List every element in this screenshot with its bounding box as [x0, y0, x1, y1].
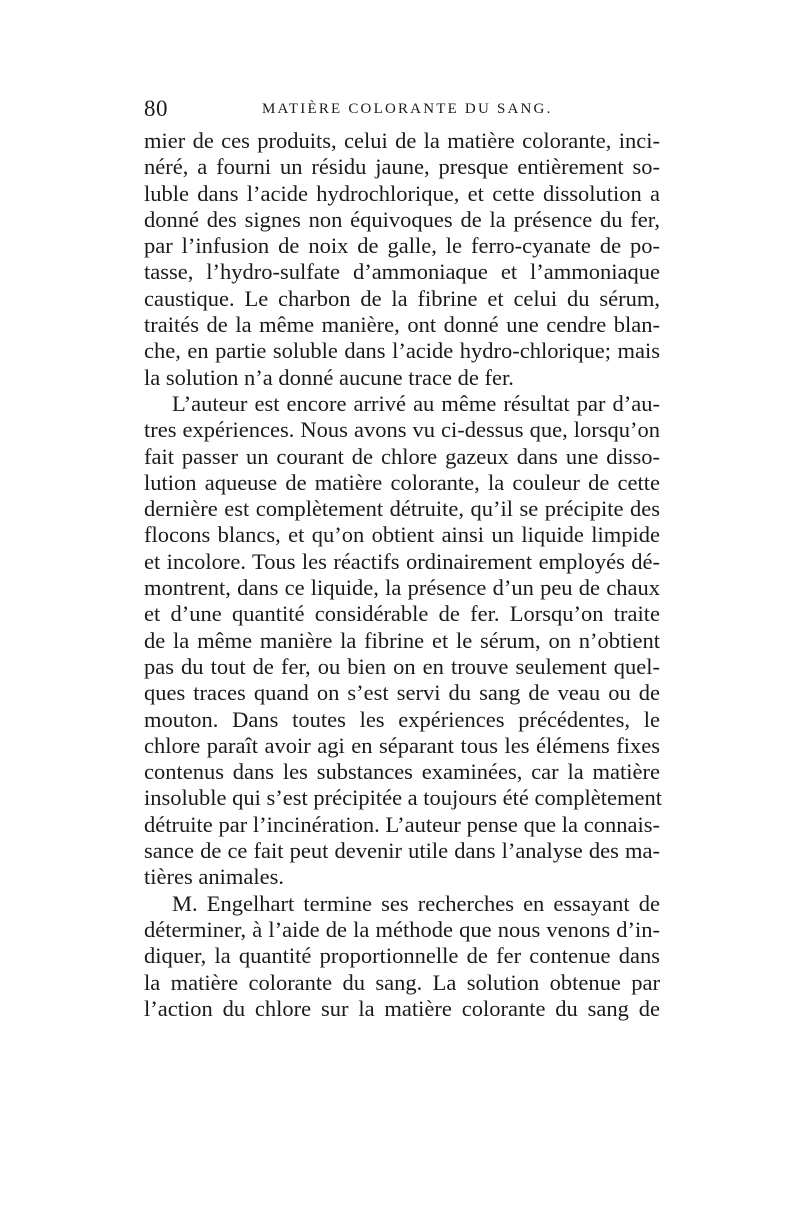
text-line: détruite par l’incinération. L’auteur pense que la connais- [144, 811, 660, 837]
body-text [144, 128, 660, 1022]
text-line: sance de ce fait peut devenir utile dans l’analyse des ma- [144, 838, 660, 864]
text-line: lution aqueuse de matière colorante, la couleur de cette [144, 469, 660, 495]
text-line: ques traces quand on s’est servi du sang de veau ou de [144, 680, 660, 706]
text-line: flocons blancs, et qu’on obtient ainsi un liquide limpide [144, 522, 660, 548]
text-line: pas du tout de fer, ou bien on en trouve seulement quel- [144, 653, 660, 679]
text-line: insoluble qui s’est précipitée a toujours été complètement [144, 785, 662, 811]
text-line: caustique. Le charbon de la fibrine et celui du sérum, [144, 285, 660, 311]
text-line: mouton. Dans toutes les expériences précédentes, le [144, 706, 660, 732]
text-line: M. Engelhart termine ses recherches en essayant de [172, 890, 660, 916]
text-line: l’action du chlore sur la matière colorante du sang de [144, 995, 660, 1021]
text-line: la solution n’a donné aucune trace de fer. [144, 364, 514, 390]
text-line: montrent, dans ce liquide, la présence d’un peu de chaux [144, 575, 660, 601]
text-line: donné des signes non équivoques de la présence du fer, [144, 206, 660, 232]
text-line: tres expériences. Nous avons vu ci-dessus que, lorsqu’on [144, 417, 660, 443]
text-line: luble dans l’acide hydrochlorique, et cette dissolution a [144, 180, 660, 206]
text-line: che, en partie soluble dans l’acide hydro-chlorique; mais [144, 338, 660, 364]
text-line: néré, a fourni un résidu jaune, presque entièrement so- [144, 154, 660, 180]
text-line: mier de ces produits, celui de la matière colorante, inci- [144, 128, 660, 153]
text-line: et incolore. Tous les réactifs ordinairement employés dé- [144, 548, 660, 574]
text-line: et d’une quantité considérable de fer. Lorsqu’on traite [144, 601, 660, 627]
text-line: contenus dans les substances examinées, car la matière [144, 759, 660, 785]
text-line: tières animales. [144, 864, 284, 890]
text-line: dernière est complètement détruite, qu’il se précipite des [144, 496, 660, 522]
text-line: fait passer un courant de chlore gazeux dans une disso- [144, 443, 660, 469]
text-line: traités de la même manière, ont donné une cendre blan- [144, 312, 660, 338]
text-line: de la même manière la fibrine et le sérum, on n’obtient [144, 627, 660, 653]
text-line: déterminer, à l’aide de la méthode que nous venons d’in- [144, 916, 660, 942]
text-line: par l’infusion de noix de galle, le ferro-cyanate de po- [144, 233, 660, 259]
text-line: la matière colorante du sang. La solution obtenue par [144, 969, 660, 995]
text-line: L’auteur est encore arrivé au même résultat par d’au- [172, 390, 660, 416]
text-line: tasse, l’hydro-sulfate d’ammoniaque et l’ammoniaque [144, 259, 660, 285]
page-number: 80 [144, 96, 168, 121]
running-title: MATIÈRE COLORANTE DU SANG. [262, 101, 553, 117]
page-header [144, 96, 660, 126]
text-line: chlore paraît avoir agi en séparant tous les élémens fixes [144, 732, 660, 758]
text-line: diquer, la quantité proportionnelle de fer contenue dans [144, 943, 660, 969]
